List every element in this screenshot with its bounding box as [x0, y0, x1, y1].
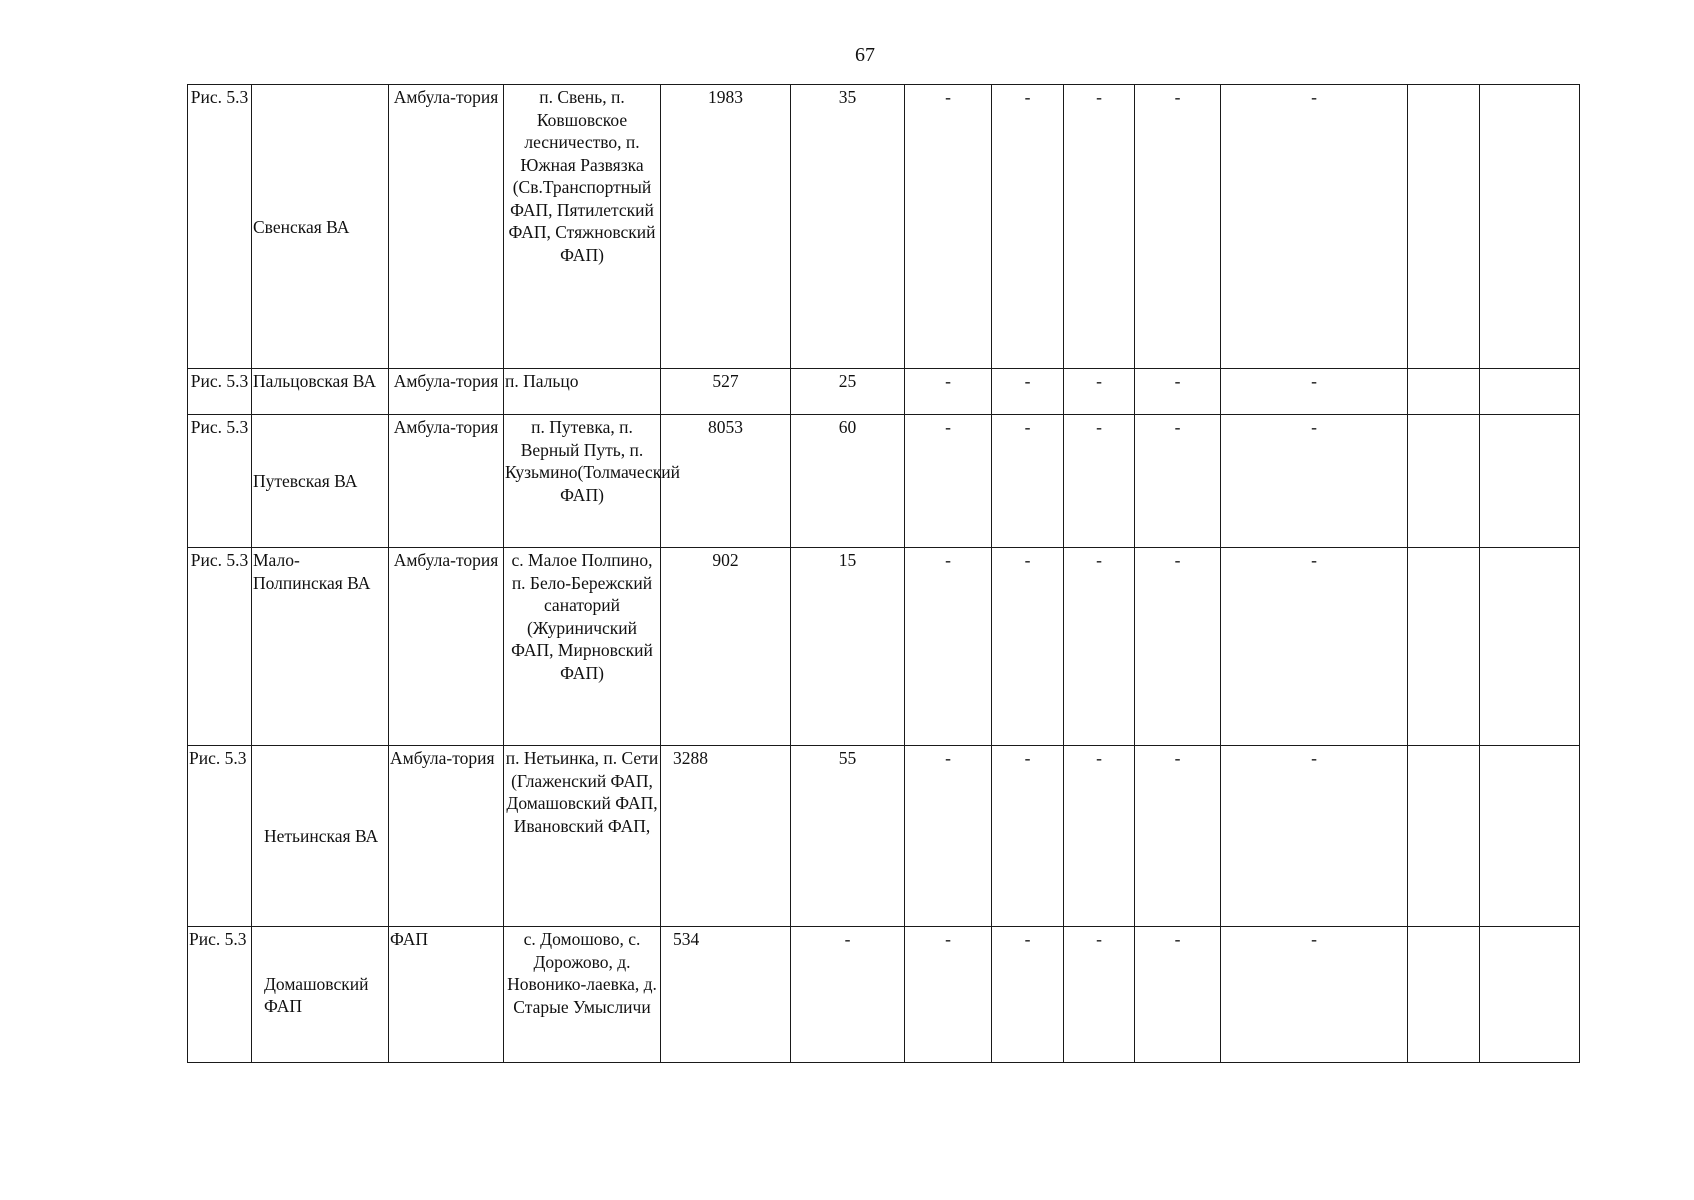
value-cell: - — [1064, 85, 1135, 369]
value-cell: - — [992, 548, 1064, 746]
table-row — [188, 548, 1580, 746]
value-cell: - — [1135, 415, 1221, 548]
value-cell: - — [1135, 548, 1221, 746]
facility-name-cell: Мало-Полпинская ВА — [252, 548, 389, 746]
value-cell: - — [1221, 746, 1408, 927]
facility-type-cell: Амбула-тория — [389, 746, 504, 927]
value-cell — [1408, 927, 1480, 1063]
value-cell: - — [905, 548, 992, 746]
capacity-cell: 60 — [791, 415, 905, 548]
value-cell: - — [1064, 746, 1135, 927]
value-cell: - — [1221, 927, 1408, 1063]
population-cell: 902 — [661, 548, 791, 746]
value-cell: - — [1064, 548, 1135, 746]
page-number-text: 67 — [855, 44, 875, 66]
facility-name-cell: Свенская ВА — [252, 85, 389, 369]
facility-name-cell: Путевская ВА — [252, 415, 389, 548]
ref-cell: Рис. 5.3 — [188, 548, 252, 746]
value-cell: - — [1135, 746, 1221, 927]
ref-cell: Рис. 5.3 — [188, 85, 252, 369]
page-number — [850, 44, 880, 67]
settlements-cell: п. Пальцо — [504, 369, 661, 415]
value-cell — [1408, 369, 1480, 415]
value-cell: - — [1135, 927, 1221, 1063]
settlements-cell: п. Путевка, п. Верный Путь, п. Кузьмино(Толмаческий ФАП) — [504, 415, 661, 548]
value-cell — [1408, 548, 1480, 746]
settlements-cell: п. Нетьинка, п. Сети (Глаженский ФАП, Домашовский ФАП, Ивановский ФАП, — [504, 746, 661, 927]
value-cell: - — [905, 927, 992, 1063]
value-cell: - — [1221, 415, 1408, 548]
facilities-table — [187, 84, 1580, 1063]
table-row — [188, 927, 1580, 1063]
table-row — [188, 369, 1580, 415]
settlements-cell: с. Малое Полпино, п. Бело-Бережский санаторий (Журиничский ФАП, Мирновский ФАП) — [504, 548, 661, 746]
facility-name-cell: Нетьинская ВА — [252, 746, 389, 927]
value-cell: - — [1221, 548, 1408, 746]
facility-type-cell: Амбула-тория — [389, 415, 504, 548]
value-cell: - — [992, 415, 1064, 548]
facility-type-cell: Амбула-тория — [389, 369, 504, 415]
facility-name-cell: Пальцовская ВА — [252, 369, 389, 415]
value-cell — [1408, 85, 1480, 369]
value-cell: - — [992, 746, 1064, 927]
facility-type-cell: ФАП — [389, 927, 504, 1063]
value-cell — [1480, 415, 1580, 548]
settlements-cell: с. Домошово, с. Дорожово, д. Новонико-лаевка, д. Старые Умысличи — [504, 927, 661, 1063]
table-row — [188, 85, 1580, 369]
value-cell: - — [1135, 369, 1221, 415]
value-cell: - — [905, 746, 992, 927]
population-cell: 527 — [661, 369, 791, 415]
value-cell — [1480, 369, 1580, 415]
population-cell: 3288 — [661, 746, 791, 927]
value-cell: - — [1135, 85, 1221, 369]
table-row — [188, 415, 1580, 548]
value-cell — [1480, 746, 1580, 927]
value-cell: - — [905, 85, 992, 369]
value-cell: - — [992, 369, 1064, 415]
facility-name-cell: Домашовский ФАП — [252, 927, 389, 1063]
capacity-cell: - — [791, 927, 905, 1063]
value-cell — [1480, 548, 1580, 746]
capacity-cell: 35 — [791, 85, 905, 369]
value-cell: - — [1064, 415, 1135, 548]
capacity-cell: 55 — [791, 746, 905, 927]
table-row — [188, 746, 1580, 927]
value-cell: - — [992, 85, 1064, 369]
value-cell: - — [905, 369, 992, 415]
value-cell: - — [1064, 369, 1135, 415]
value-cell: - — [905, 415, 992, 548]
value-cell: - — [992, 927, 1064, 1063]
ref-cell: Рис. 5.3 — [188, 746, 252, 927]
capacity-cell: 25 — [791, 369, 905, 415]
ref-cell: Рис. 5.3 — [188, 369, 252, 415]
value-cell — [1480, 927, 1580, 1063]
facility-type-cell: Амбула-тория — [389, 548, 504, 746]
population-cell: 1983 — [661, 85, 791, 369]
ref-cell: Рис. 5.3 — [188, 415, 252, 548]
facility-type-cell: Амбула-тория — [389, 85, 504, 369]
value-cell — [1408, 746, 1480, 927]
value-cell: - — [1064, 927, 1135, 1063]
population-cell: 534 — [661, 927, 791, 1063]
capacity-cell: 15 — [791, 548, 905, 746]
population-cell: 8053 — [661, 415, 791, 548]
settlements-cell: п. Свень, п. Ковшовское лесничество, п. Южная Развязка (Св.Транспортный ФАП, Пятилетский ФАП, Стяжновский ФАП) — [504, 85, 661, 369]
value-cell: - — [1221, 85, 1408, 369]
value-cell: - — [1221, 369, 1408, 415]
value-cell — [1480, 85, 1580, 369]
value-cell — [1408, 415, 1480, 548]
ref-cell: Рис. 5.3 — [188, 927, 252, 1063]
